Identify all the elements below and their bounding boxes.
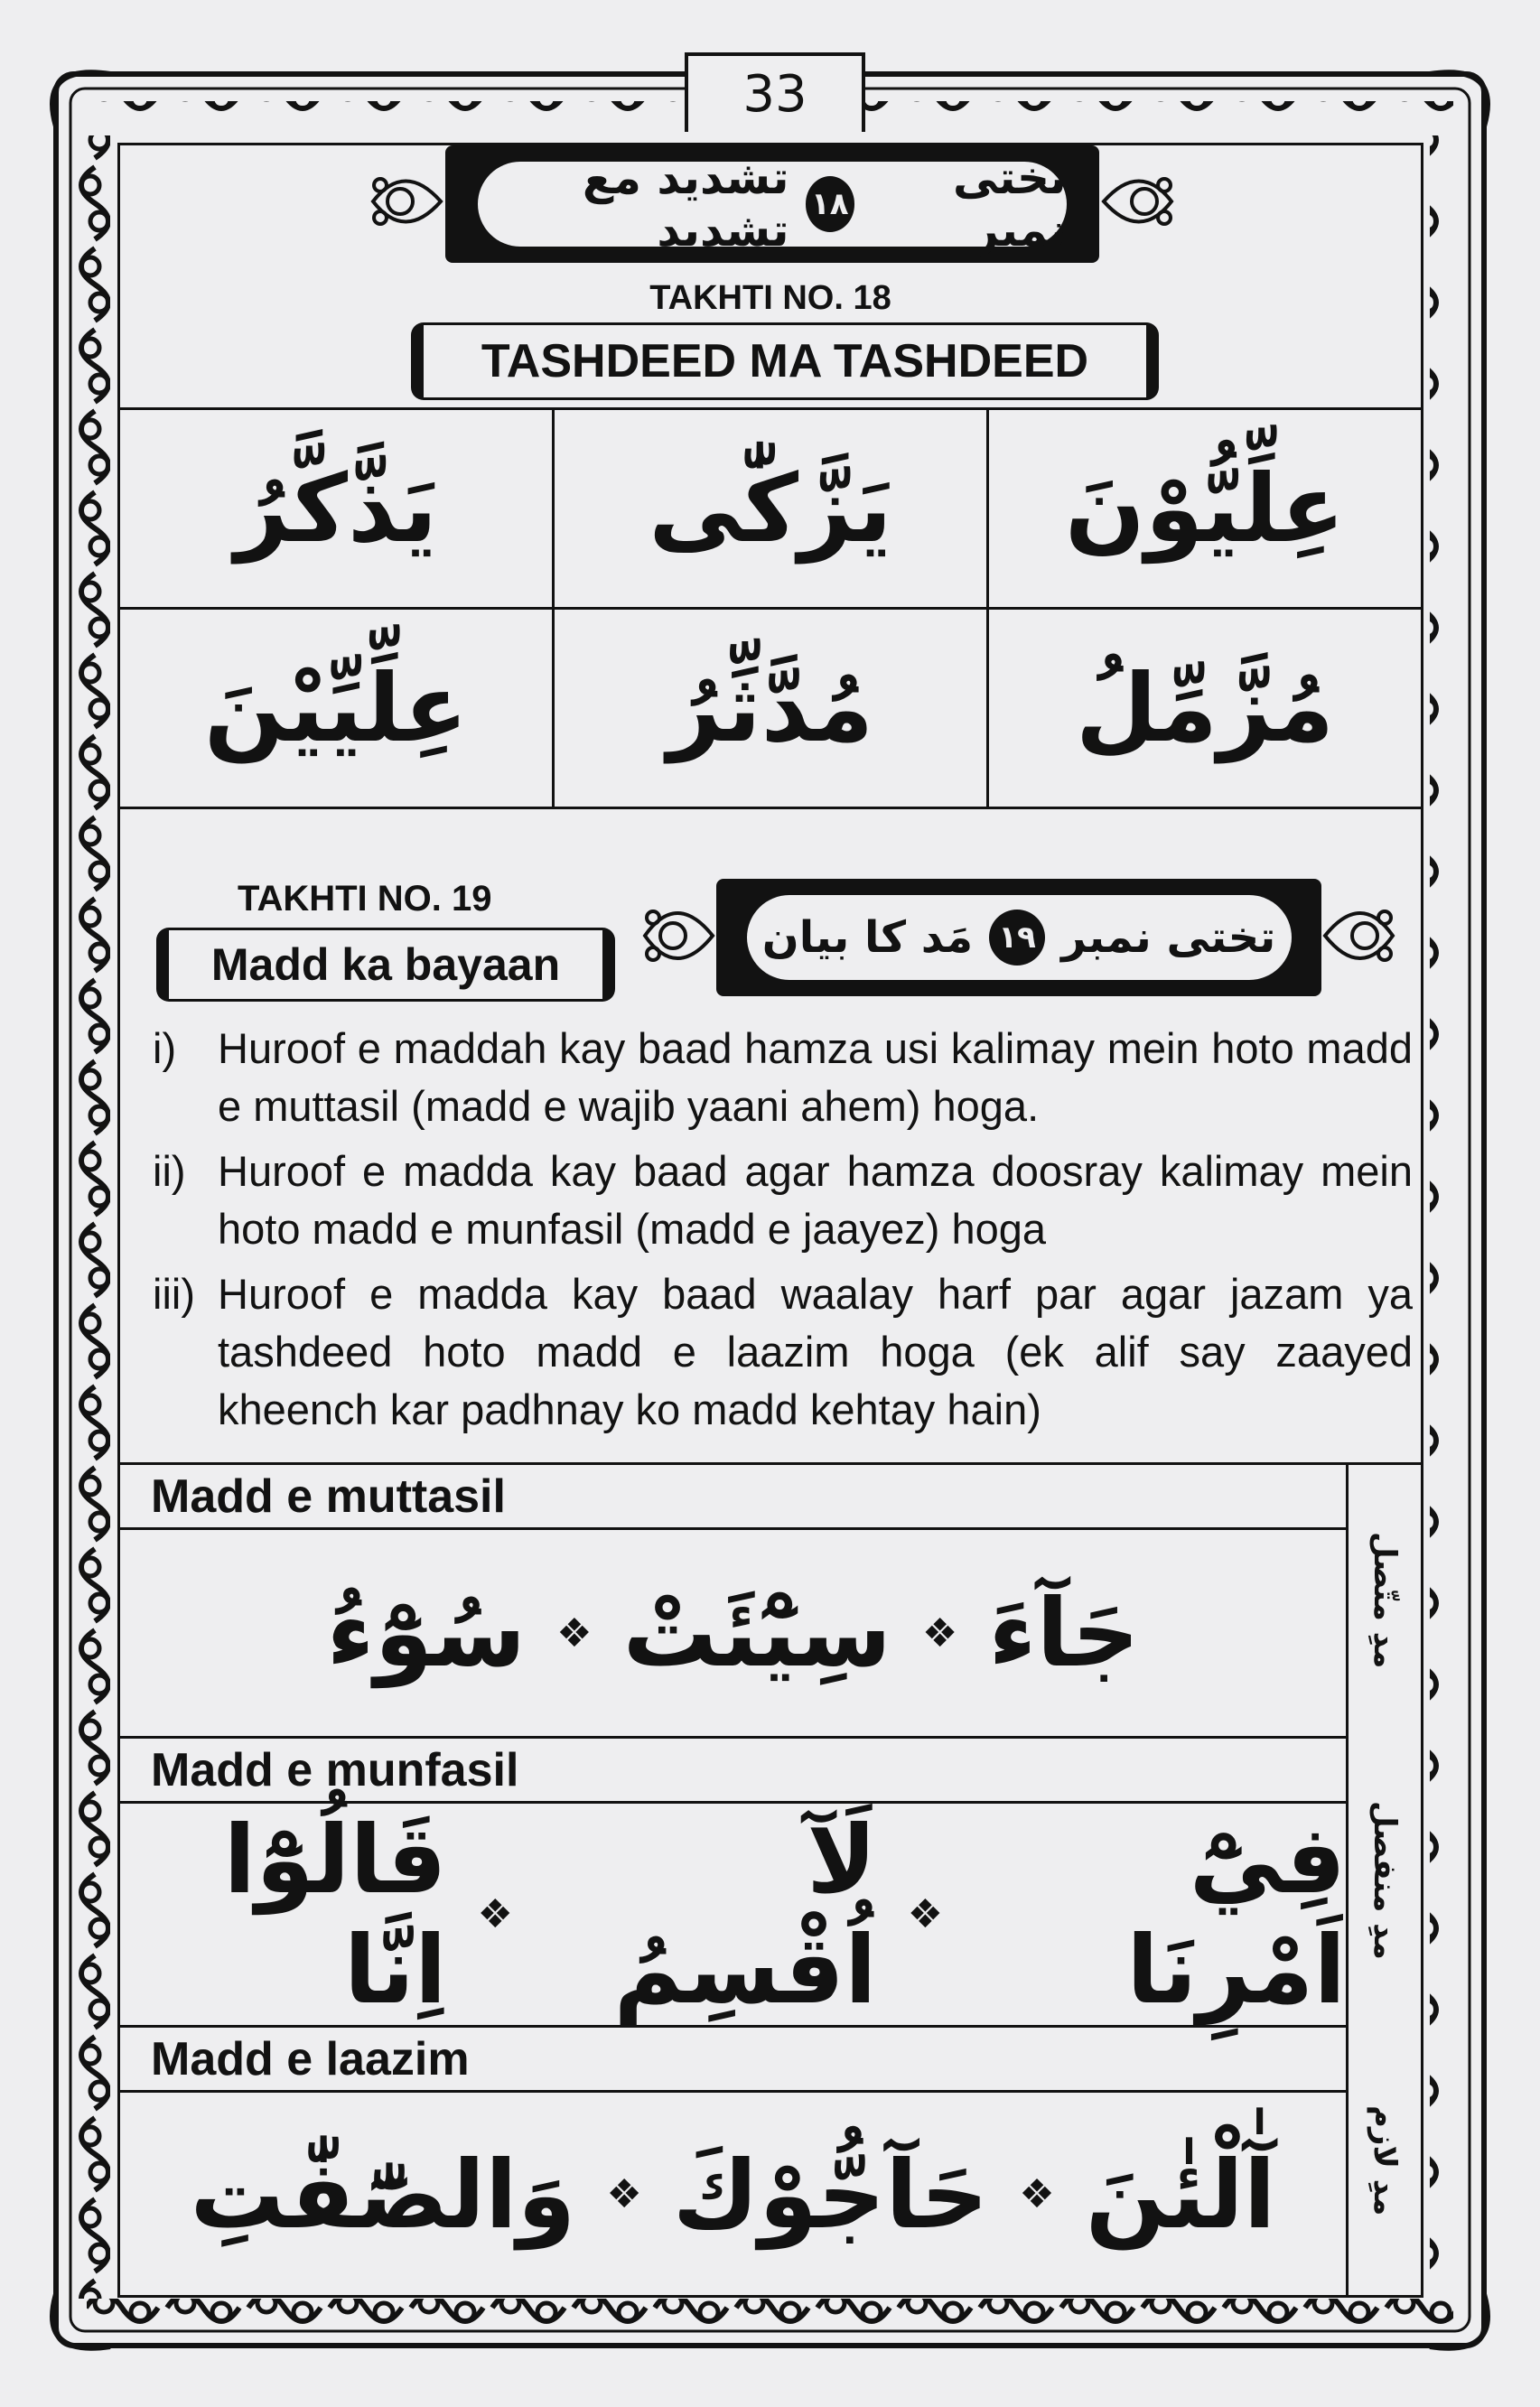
madd-word: سِيْٓئَتْ — [622, 1578, 891, 1688]
urdu-title-b: مَد کا بیان — [761, 912, 974, 963]
urdu-title-banner-19 — [716, 879, 1321, 996]
madd-rules-list — [153, 1020, 1413, 1446]
diamond-separator-icon: ❖ — [556, 1609, 593, 1656]
urdu-side-label: مدِ متّصل — [1367, 1532, 1403, 1669]
grid-row — [120, 410, 1421, 607]
tashdeed-grid — [120, 407, 1421, 809]
rule-number: i) — [153, 1024, 177, 1072]
madd-word: حَآجُّوْكَ — [672, 2139, 989, 2250]
rule-text: Huroof e maddah kay baad hamza usi kalimay mein hoto madd e muttasil (madd e wajib yaani ahem) hoga. — [218, 1024, 1413, 1130]
urdu-number-badge: ۱۸ — [806, 176, 854, 232]
urdu-title-a: تختی نمبر — [952, 152, 1067, 257]
ornament-left-18 — [364, 156, 445, 247]
takhti-label-19: TAKHTI NO. 19 — [238, 879, 492, 919]
urdu-side-label: مدِ منفصل — [1367, 1801, 1403, 1960]
madd-word: فِيْٓ اَمْرِنَا — [1126, 1804, 1346, 2025]
grid-cell: مُزَّمِّلُ — [986, 610, 1421, 807]
list-item — [153, 1143, 1413, 1258]
list-item — [153, 1020, 1413, 1135]
madd-types-table — [120, 1462, 1421, 2298]
grid-cell: يَزَّكّٰى — [552, 410, 986, 607]
madd-word: قَالُوْٓا اِنَّا — [223, 1804, 447, 2025]
ornament-right-19 — [1321, 886, 1399, 985]
urdu-side-column — [1346, 1465, 1421, 2298]
madd-words-row — [120, 1804, 1346, 2025]
grid-cell: عِلِّيِّيْنَ — [204, 653, 468, 763]
content-frame — [117, 143, 1423, 2298]
section-title-18: TASHDEED MA TASHDEED — [411, 322, 1159, 400]
takhti-label-18: TAKHTI NO. 18 — [649, 279, 891, 317]
urdu-title-a: تختی نمبر — [1061, 912, 1276, 963]
section-title-19: Madd ka bayaan — [156, 928, 615, 1002]
madd-word: وَالصّٰٓفّٰتِ — [190, 2139, 576, 2250]
madd-word: جَآءَ — [988, 1578, 1140, 1688]
page-number: 33 — [685, 52, 865, 132]
urdu-title-banner-18 — [445, 145, 1099, 263]
grid-cell: عِلِّيُّوْنَ — [986, 410, 1421, 607]
rule-number: ii) — [153, 1147, 186, 1195]
madd-heading: Madd e muttasil — [120, 1465, 1346, 1530]
urdu-title-b: تشدید مع تشدید — [582, 152, 789, 257]
madd-word: لَآ اُقْسِمُ — [613, 1804, 877, 2025]
madd-words-row — [120, 2093, 1346, 2296]
list-item — [153, 1265, 1413, 1439]
madd-heading: Madd e munfasil — [120, 1739, 1346, 1804]
rule-number: iii) — [153, 1270, 195, 1318]
madd-word: سُوْٓءُ — [326, 1578, 527, 1688]
diamond-separator-icon: ❖ — [907, 1891, 944, 1937]
diamond-separator-icon: ❖ — [921, 1609, 958, 1656]
rule-text: Huroof e madda kay baad waalay harf par agar jazam ya tashdeed hoto madd e laazim hoga (ek alif say zaayed kheench kar padhnay ko madd kehtay hain) — [218, 1270, 1413, 1433]
grid-row — [120, 607, 1421, 807]
urdu-side-label: مدِ لازم — [1367, 2104, 1403, 2216]
ornament-right-18 — [1099, 156, 1181, 247]
madd-words-row — [120, 1530, 1346, 1736]
diamond-separator-icon: ❖ — [1019, 2171, 1055, 2217]
madd-heading: Madd e laazim — [120, 2028, 1346, 2093]
diamond-separator-icon: ❖ — [477, 1891, 513, 1937]
grid-cell: مُدَّثِّرُ — [552, 610, 986, 807]
rule-text: Huroof e madda kay baad agar hamza doosray kalimay mein hoto madd e munfasil (madd e jaayez) hoga — [218, 1147, 1413, 1253]
madd-word: آٰلْئٰنَ — [1085, 2139, 1276, 2250]
diamond-separator-icon: ❖ — [606, 2171, 642, 2217]
urdu-number-badge: ۱۹ — [989, 910, 1045, 966]
ornament-left-19 — [639, 886, 716, 985]
grid-cell: يَذَّكَّرُ — [234, 453, 438, 564]
